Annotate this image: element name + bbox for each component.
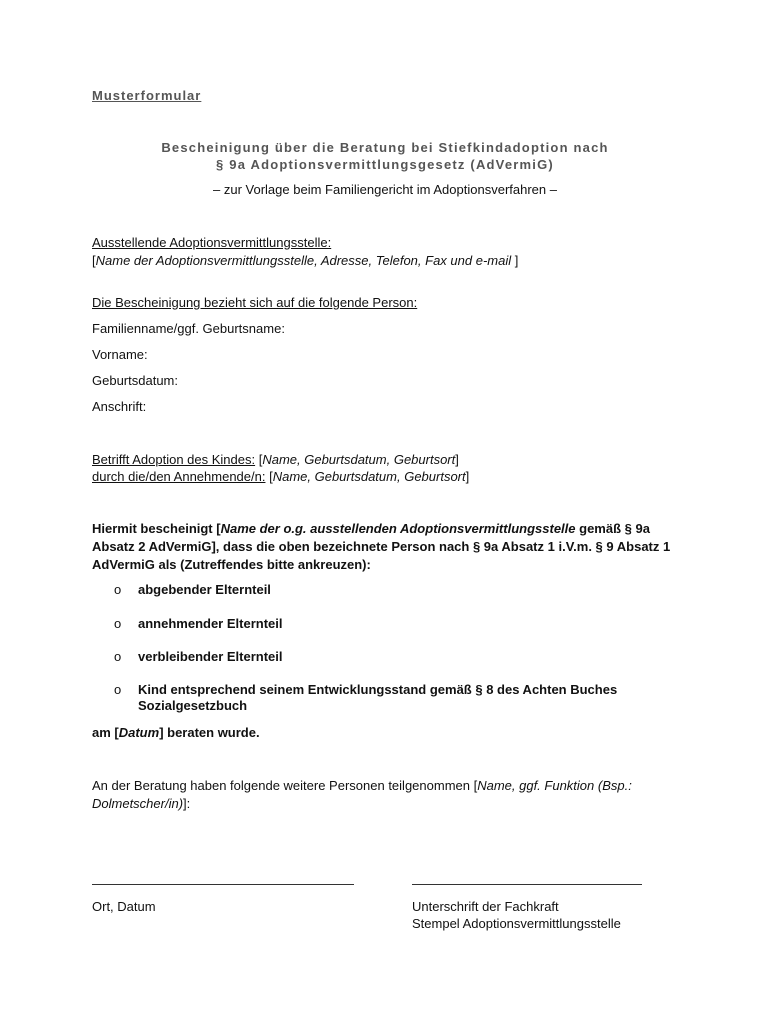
checkbox-bullet[interactable]: o	[114, 616, 122, 631]
participants-close: ]:	[183, 796, 191, 811]
issuer-placeholder-line	[92, 253, 518, 269]
participants-placeholder: Name, ggf. Funktion (Bsp.: Dolmetscher/in)	[92, 778, 632, 811]
bracket: ]	[511, 253, 519, 268]
participants-text: An der Beratung haben folgende weitere Personen teilgenommen [	[92, 778, 478, 793]
field-first-name: Vorname:	[92, 347, 148, 362]
checkbox-bullet[interactable]: o	[114, 649, 122, 664]
form-type-heading: Musterformular	[92, 88, 202, 103]
bracket: [	[265, 469, 273, 484]
signature-professional-label: Unterschrift der Fachkraft	[412, 899, 559, 914]
adoption-child-placeholder: Name, Geburtsdatum, Geburtsort	[262, 452, 456, 467]
field-address: Anschrift:	[92, 399, 147, 414]
participants-paragraph	[92, 777, 672, 813]
option-label: Kind entsprechend seinem Entwicklungsstand gemäß § 8 des Achten Buches Sozialgesetzbuch	[138, 682, 618, 713]
consultation-date-line	[92, 725, 260, 741]
signature-place-date-label: Ort, Datum	[92, 899, 156, 914]
adoption-child-line	[92, 452, 459, 468]
checkbox-bullet[interactable]: o	[114, 582, 122, 597]
option-label: abgebender Elternteil	[138, 582, 271, 597]
date-text-end: ] beraten wurde.	[159, 725, 260, 740]
date-text-start: am [	[92, 725, 119, 740]
adoption-adopter-line	[92, 469, 469, 485]
document-title-line2: § 9a Adoptionsvermittlungsgesetz (AdVermiG)	[216, 157, 554, 172]
bracket: ]	[465, 469, 470, 484]
certification-paragraph	[92, 520, 692, 574]
option-label: annehmender Elternteil	[138, 616, 283, 631]
option-child[interactable]	[114, 682, 694, 714]
field-birth-date: Geburtsdatum:	[92, 373, 178, 388]
bracket: [	[255, 452, 263, 467]
checkbox-bullet[interactable]: o	[114, 682, 122, 697]
certification-text-end: gemäß § 9a Absatz 2 AdVermiG], dass die oben bezeichnete Person nach § 9a Absatz 1 i.V.m. § 9 Absatz 1 AdVermiG als (Zutreffendes bitte ankreuzen):	[92, 521, 671, 572]
signature-line-professional	[412, 884, 642, 885]
issuer-label: Ausstellende Adoptionsvermittlungsstelle:	[92, 235, 332, 250]
person-section-label: Die Bescheinigung bezieht sich auf die folgende Person:	[92, 295, 418, 310]
adoption-child-label: Betrifft Adoption des Kindes:	[92, 452, 256, 467]
bracket: ]	[455, 452, 459, 467]
adoption-adopter-placeholder: Name, Geburtsdatum, Geburtsort	[272, 469, 466, 484]
option-adopting-parent[interactable]	[114, 616, 694, 632]
option-label: verbleibender Elternteil	[138, 649, 283, 664]
certification-placeholder: Name der o.g. ausstellenden Adoptionsvermittlungsstelle	[220, 521, 576, 536]
signature-line-place-date	[92, 884, 354, 885]
adoption-adopter-label: durch die/den Annehmende/n:	[92, 469, 266, 484]
option-giving-parent[interactable]	[114, 582, 694, 598]
document-subtitle: – zur Vorlage beim Familiengericht im Adoptionsverfahren –	[213, 182, 557, 197]
issuer-placeholder: Name der Adoptionsvermittlungsstelle, Adresse, Telefon, Fax und e-mail	[95, 253, 512, 268]
date-placeholder: Datum	[118, 725, 160, 740]
bracket: [	[92, 253, 96, 268]
option-remaining-parent[interactable]	[114, 649, 694, 665]
signature-stamp-label: Stempel Adoptionsvermittlungsstelle	[412, 916, 621, 931]
certification-text-start: Hiermit bescheinigt [	[92, 521, 221, 536]
document-title-line1: Bescheinigung über die Beratung bei Stiefkindadoption nach	[161, 140, 609, 155]
field-family-name: Familienname/ggf. Geburtsname:	[92, 321, 285, 336]
